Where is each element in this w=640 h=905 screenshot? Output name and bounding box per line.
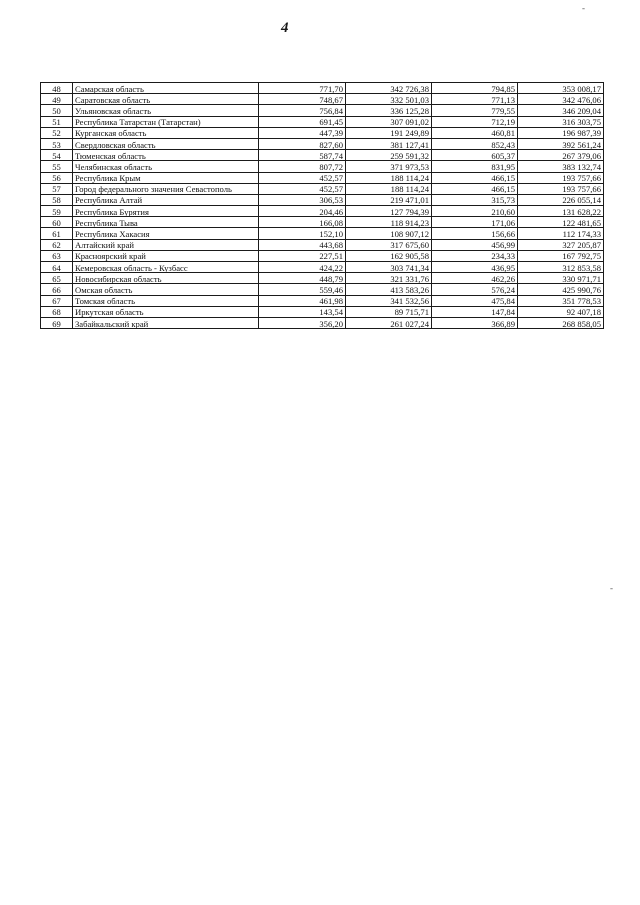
value-cell: 312 853,58: [518, 262, 604, 273]
table-row: [41, 284, 604, 295]
row-number: 48: [41, 83, 73, 94]
value-cell: 259 591,32: [346, 150, 432, 161]
value-cell: 317 675,60: [346, 239, 432, 250]
value-cell: 605,37: [432, 150, 518, 161]
value-cell: 112 174,33: [518, 228, 604, 239]
value-cell: 315,73: [432, 194, 518, 205]
table-row: [41, 250, 604, 261]
value-cell: 306,53: [259, 194, 346, 205]
row-number: 54: [41, 150, 73, 161]
value-cell: 771,70: [259, 83, 346, 94]
value-cell: 794,85: [432, 83, 518, 94]
region-name: Кемеровская область - Кузбасс: [73, 262, 259, 273]
value-cell: 466,15: [432, 183, 518, 194]
table-row: [41, 217, 604, 228]
row-number: 52: [41, 127, 73, 138]
value-cell: 193 757,66: [518, 183, 604, 194]
row-number: 55: [41, 161, 73, 172]
row-number: 66: [41, 284, 73, 295]
value-cell: 219 471,01: [346, 194, 432, 205]
value-cell: 89 715,71: [346, 306, 432, 317]
region-name: Иркутская область: [73, 306, 259, 317]
value-cell: 827,60: [259, 138, 346, 149]
value-cell: 587,74: [259, 150, 346, 161]
value-cell: 452,57: [259, 183, 346, 194]
value-cell: 771,13: [432, 94, 518, 105]
table-row: [41, 127, 604, 138]
row-number: 69: [41, 317, 73, 328]
table-row: [41, 194, 604, 205]
table-row: [41, 306, 604, 317]
value-cell: 261 027,24: [346, 317, 432, 328]
row-number: 51: [41, 116, 73, 127]
value-cell: 147,84: [432, 306, 518, 317]
value-cell: 108 907,12: [346, 228, 432, 239]
region-name: Саратовская область: [73, 94, 259, 105]
value-cell: 122 481,65: [518, 217, 604, 228]
value-cell: 576,24: [432, 284, 518, 295]
table-row: [41, 105, 604, 116]
value-cell: 383 132,74: [518, 161, 604, 172]
region-name: Челябинская область: [73, 161, 259, 172]
value-cell: 196 987,39: [518, 127, 604, 138]
value-cell: 371 973,53: [346, 161, 432, 172]
value-cell: 443,68: [259, 239, 346, 250]
region-name: Забайкальский край: [73, 317, 259, 328]
table-row: [41, 295, 604, 306]
region-name: Самарская область: [73, 83, 259, 94]
region-name: Республика Крым: [73, 172, 259, 183]
value-cell: 127 794,39: [346, 206, 432, 217]
row-number: 57: [41, 183, 73, 194]
row-number: 61: [41, 228, 73, 239]
value-cell: 171,06: [432, 217, 518, 228]
region-name: Республика Татарстан (Татарстан): [73, 116, 259, 127]
value-cell: 188 114,24: [346, 183, 432, 194]
value-cell: 143,54: [259, 306, 346, 317]
row-number: 50: [41, 105, 73, 116]
region-name: Алтайский край: [73, 239, 259, 250]
value-cell: 193 757,66: [518, 172, 604, 183]
value-cell: 227,51: [259, 250, 346, 261]
value-cell: 234,33: [432, 250, 518, 261]
value-cell: 226 055,14: [518, 194, 604, 205]
regions-table: [40, 82, 604, 329]
table-body: [41, 83, 604, 329]
row-number: 64: [41, 262, 73, 273]
value-cell: 166,08: [259, 217, 346, 228]
value-cell: 156,66: [432, 228, 518, 239]
value-cell: 332 501,03: [346, 94, 432, 105]
row-number: 63: [41, 250, 73, 261]
value-cell: 461,98: [259, 295, 346, 306]
value-cell: 210,60: [432, 206, 518, 217]
region-name: Омская область: [73, 284, 259, 295]
region-name: Свердловская область: [73, 138, 259, 149]
table-row: [41, 206, 604, 217]
value-cell: 327 205,87: [518, 239, 604, 250]
value-cell: 321 331,76: [346, 273, 432, 284]
region-name: Новосибирская область: [73, 273, 259, 284]
region-name: Томская область: [73, 295, 259, 306]
value-cell: 188 114,24: [346, 172, 432, 183]
value-cell: 316 303,75: [518, 116, 604, 127]
row-number: 67: [41, 295, 73, 306]
value-cell: 204,46: [259, 206, 346, 217]
value-cell: 756,84: [259, 105, 346, 116]
row-number: 60: [41, 217, 73, 228]
value-cell: 448,79: [259, 273, 346, 284]
table-row: [41, 228, 604, 239]
value-cell: 303 741,34: [346, 262, 432, 273]
value-cell: 831,95: [432, 161, 518, 172]
region-name: Республика Алтай: [73, 194, 259, 205]
value-cell: 559,46: [259, 284, 346, 295]
region-name: Ульяновская область: [73, 105, 259, 116]
row-number: 62: [41, 239, 73, 250]
row-number: 68: [41, 306, 73, 317]
value-cell: 392 561,24: [518, 138, 604, 149]
table-row: [41, 94, 604, 105]
region-name: Республика Бурятия: [73, 206, 259, 217]
row-number: 53: [41, 138, 73, 149]
value-cell: 436,95: [432, 262, 518, 273]
value-cell: 452,57: [259, 172, 346, 183]
value-cell: 475,84: [432, 295, 518, 306]
value-cell: 336 125,28: [346, 105, 432, 116]
value-cell: 413 583,26: [346, 284, 432, 295]
region-name: Красноярский край: [73, 250, 259, 261]
value-cell: 447,39: [259, 127, 346, 138]
value-cell: 92 407,18: [518, 306, 604, 317]
value-cell: 268 858,05: [518, 317, 604, 328]
value-cell: 712,19: [432, 116, 518, 127]
table-row: [41, 83, 604, 94]
row-number: 65: [41, 273, 73, 284]
value-cell: 152,10: [259, 228, 346, 239]
value-cell: 366,89: [432, 317, 518, 328]
value-cell: 118 914,23: [346, 217, 432, 228]
value-cell: 852,43: [432, 138, 518, 149]
value-cell: 342 726,38: [346, 83, 432, 94]
value-cell: 342 476,06: [518, 94, 604, 105]
scan-mark: -: [582, 3, 585, 13]
table-row: [41, 150, 604, 161]
value-cell: 351 778,53: [518, 295, 604, 306]
value-cell: 779,55: [432, 105, 518, 116]
value-cell: 425 990,76: [518, 284, 604, 295]
value-cell: 131 628,22: [518, 206, 604, 217]
table-row: [41, 172, 604, 183]
value-cell: 330 971,71: [518, 273, 604, 284]
value-cell: 807,72: [259, 161, 346, 172]
value-cell: 346 209,04: [518, 105, 604, 116]
table-row: [41, 116, 604, 127]
row-number: 59: [41, 206, 73, 217]
value-cell: 307 091,02: [346, 116, 432, 127]
table-row: [41, 262, 604, 273]
region-name: Республика Тыва: [73, 217, 259, 228]
region-name: Республика Хакасия: [73, 228, 259, 239]
region-name: Курганская область: [73, 127, 259, 138]
table-row: [41, 183, 604, 194]
value-cell: 341 532,56: [346, 295, 432, 306]
region-name: Тюменская область: [73, 150, 259, 161]
value-cell: 424,22: [259, 262, 346, 273]
region-name: Город федерального значения Севастополь: [73, 183, 259, 194]
value-cell: 462,26: [432, 273, 518, 284]
row-number: 56: [41, 172, 73, 183]
value-cell: 356,20: [259, 317, 346, 328]
value-cell: 466,15: [432, 172, 518, 183]
page-number: 4: [281, 20, 289, 36]
table-row: [41, 239, 604, 250]
value-cell: 353 008,17: [518, 83, 604, 94]
value-cell: 748,67: [259, 94, 346, 105]
value-cell: 191 249,89: [346, 127, 432, 138]
value-cell: 460,81: [432, 127, 518, 138]
scan-mark: -: [610, 583, 613, 593]
value-cell: 267 379,06: [518, 150, 604, 161]
value-cell: 381 127,41: [346, 138, 432, 149]
row-number: 58: [41, 194, 73, 205]
table-row: [41, 161, 604, 172]
table-row: [41, 317, 604, 328]
table-row: [41, 138, 604, 149]
value-cell: 167 792,75: [518, 250, 604, 261]
row-number: 49: [41, 94, 73, 105]
table-row: [41, 273, 604, 284]
value-cell: 162 905,58: [346, 250, 432, 261]
value-cell: 691,45: [259, 116, 346, 127]
value-cell: 456,99: [432, 239, 518, 250]
